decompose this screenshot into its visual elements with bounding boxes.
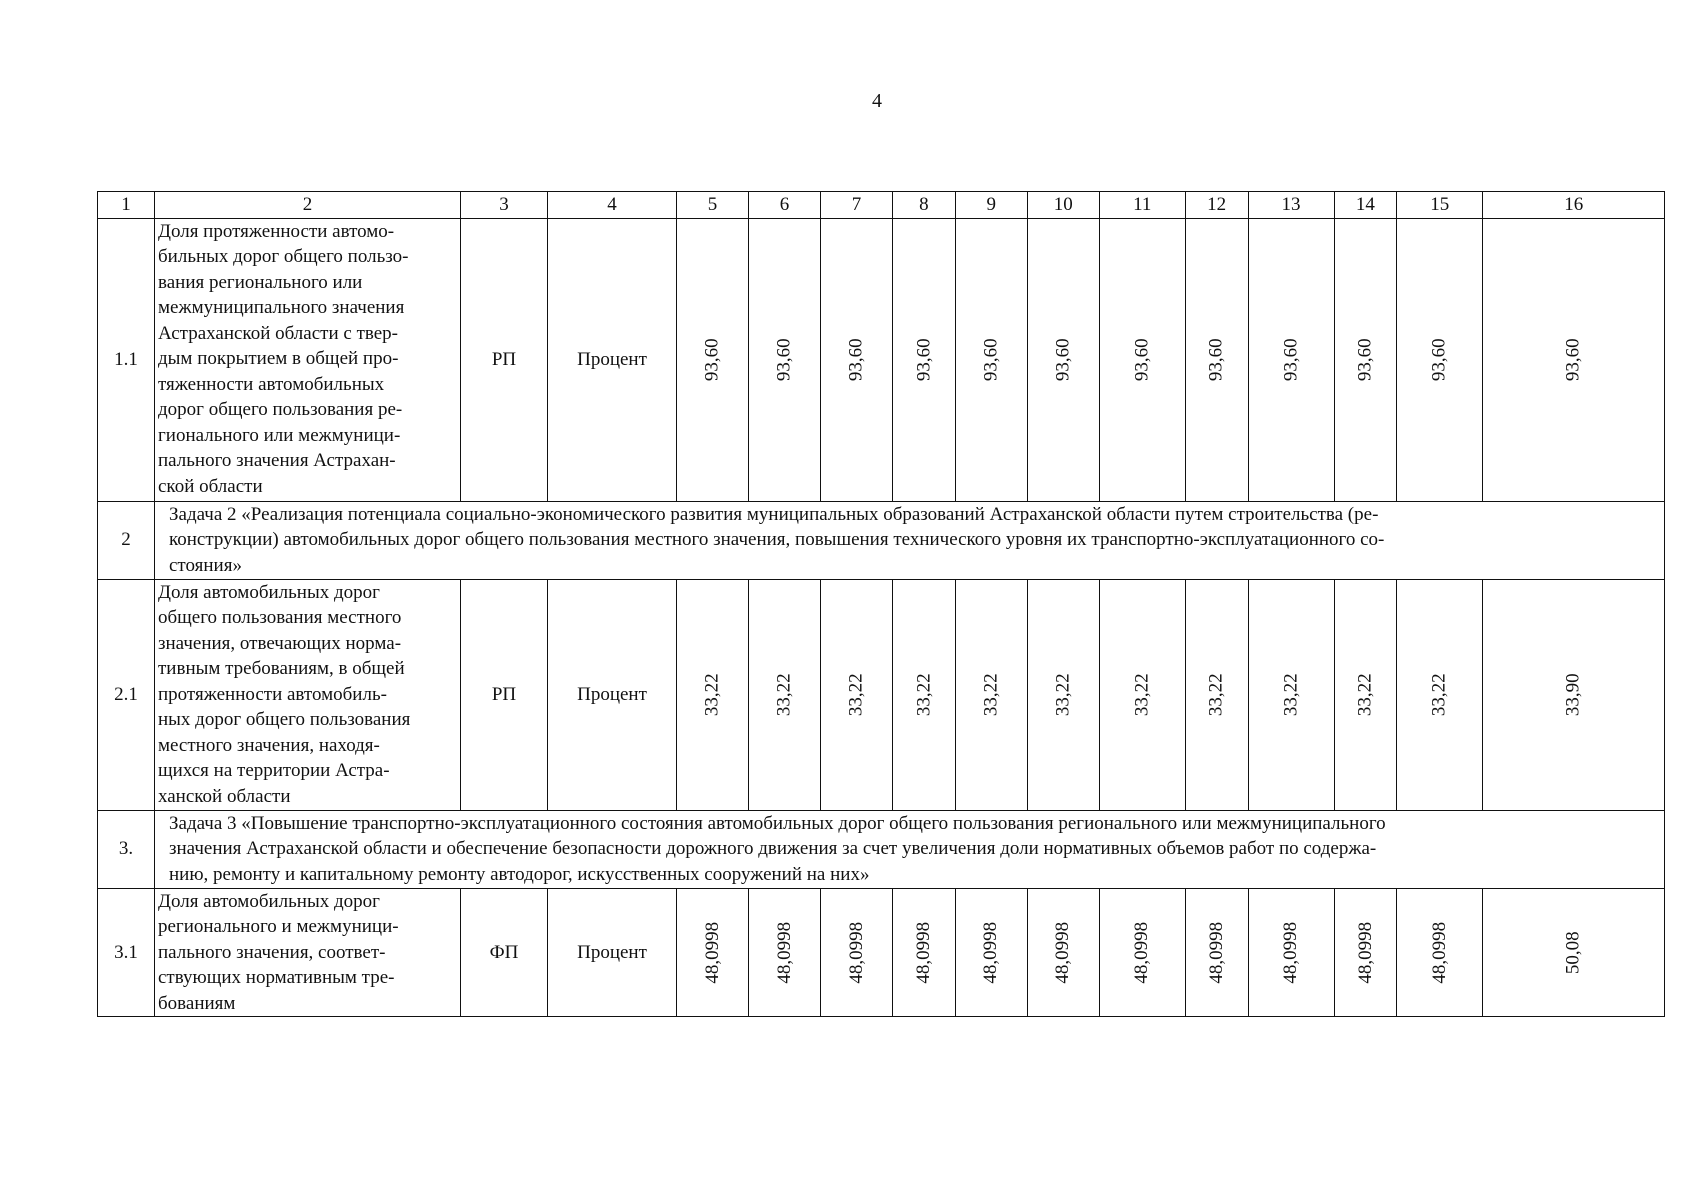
value-cell: 93,60: [1185, 218, 1248, 501]
value-cell: 93,60: [1334, 218, 1397, 501]
value-cell: 50,08: [1483, 888, 1665, 1017]
row-number: 3.: [98, 810, 155, 888]
indicator-row: [98, 218, 1665, 501]
task-row: [98, 810, 1665, 888]
value-cell: 93,60: [1027, 218, 1099, 501]
header-cell: 11: [1099, 192, 1185, 219]
value-cell: 33,22: [1397, 579, 1483, 810]
header-cell: 8: [893, 192, 956, 219]
header-cell: 15: [1397, 192, 1483, 219]
header-cell: 4: [548, 192, 677, 219]
value-cell: 48,0998: [1185, 888, 1248, 1017]
value-cell: 33,90: [1483, 579, 1665, 810]
value-cell: 33,22: [821, 579, 893, 810]
value-cell: 93,60: [677, 218, 749, 501]
header-row: [98, 192, 1665, 219]
value-cell: 33,22: [1027, 579, 1099, 810]
header-cell: 2: [155, 192, 461, 219]
value-cell: 33,22: [893, 579, 956, 810]
header-cell: 13: [1248, 192, 1334, 219]
value-cell: 33,22: [1185, 579, 1248, 810]
header-cell: 1: [98, 192, 155, 219]
value-cell: 48,0998: [1334, 888, 1397, 1017]
value-cell: 93,60: [955, 218, 1027, 501]
value-cell: 93,60: [1248, 218, 1334, 501]
header-cell: 3: [461, 192, 548, 219]
indicator-unit: Процент: [548, 888, 677, 1017]
value-cell: 48,0998: [1397, 888, 1483, 1017]
indicator-unit: Процент: [548, 218, 677, 501]
value-cell: 93,60: [1099, 218, 1185, 501]
header-cell: 6: [749, 192, 821, 219]
indicator-name: Доля автомобильных дорог регионального и межмуници- пального значения, соответ- ствующих нормативным тре- бованиям: [155, 888, 461, 1017]
value-cell: 33,22: [677, 579, 749, 810]
indicator-name: Доля протяженности автомо- бильных дорог общего пользо- вания регионального или межмуниципального значения Астраханской области с твер- дым покрытием в общей про- тяженности автомобильных дорог общего пользования ре- гионального или межмуници- пального значения Астрахан- ской области: [155, 218, 461, 501]
value-cell: 33,22: [1099, 579, 1185, 810]
row-number: 3.1: [98, 888, 155, 1017]
row-number: 2: [98, 501, 155, 579]
task-text: Задача 2 «Реализация потенциала социально-экономического развития муниципальных образований Астраханской области путем строительства (ре- конструкции) автомобильных дорог общего пользования местного значения, повышения технического уровня их транспортно-эксплуатационного со- стояния»: [155, 501, 1665, 579]
header-cell: 10: [1027, 192, 1099, 219]
value-cell: 33,22: [749, 579, 821, 810]
value-cell: 93,60: [893, 218, 956, 501]
value-cell: 48,0998: [1248, 888, 1334, 1017]
value-cell: 93,60: [1483, 218, 1665, 501]
indicator-unit: Процент: [548, 579, 677, 810]
header-cell: 5: [677, 192, 749, 219]
value-cell: 33,22: [1248, 579, 1334, 810]
header-cell: 12: [1185, 192, 1248, 219]
header-cell: 14: [1334, 192, 1397, 219]
task-row: [98, 501, 1665, 579]
row-number: 1.1: [98, 218, 155, 501]
indicator-type: ФП: [461, 888, 548, 1017]
value-cell: 48,0998: [821, 888, 893, 1017]
task-text: Задача 3 «Повышение транспортно-эксплуатационного состояния автомобильных дорог общего пользования регионального или межмуниципального значения Астраханской области и обеспечение безопасности дорожного движения за счет увеличения доли нормативных объемов работ по содержа- нию, ремонту и капитальному ремонту автодорог, искусственных сооружений на них»: [155, 810, 1665, 888]
value-cell: 48,0998: [749, 888, 821, 1017]
value-cell: 48,0998: [1027, 888, 1099, 1017]
value-cell: 48,0998: [955, 888, 1027, 1017]
value-cell: 93,60: [1397, 218, 1483, 501]
indicator-type: РП: [461, 218, 548, 501]
header-cell: 9: [955, 192, 1027, 219]
header-cell: 16: [1483, 192, 1665, 219]
indicator-row: [98, 888, 1665, 1017]
indicator-row: [98, 579, 1665, 810]
value-cell: 33,22: [1334, 579, 1397, 810]
value-cell: 48,0998: [893, 888, 956, 1017]
value-cell: 93,60: [821, 218, 893, 501]
value-cell: 93,60: [749, 218, 821, 501]
header-cell: 7: [821, 192, 893, 219]
indicator-type: РП: [461, 579, 548, 810]
indicator-name: Доля автомобильных дорог общего пользования местного значения, отвечающих норма- тивным требованиям, в общей протяженности автомобиль- ных дорог общего пользования местного значения, находя- щихся на территории Астра- ханской области: [155, 579, 461, 810]
value-cell: 33,22: [955, 579, 1027, 810]
page-number: 4: [872, 90, 882, 112]
value-cell: 48,0998: [1099, 888, 1185, 1017]
row-number: 2.1: [98, 579, 155, 810]
value-cell: 48,0998: [677, 888, 749, 1017]
indicators-table: [97, 191, 1665, 1017]
